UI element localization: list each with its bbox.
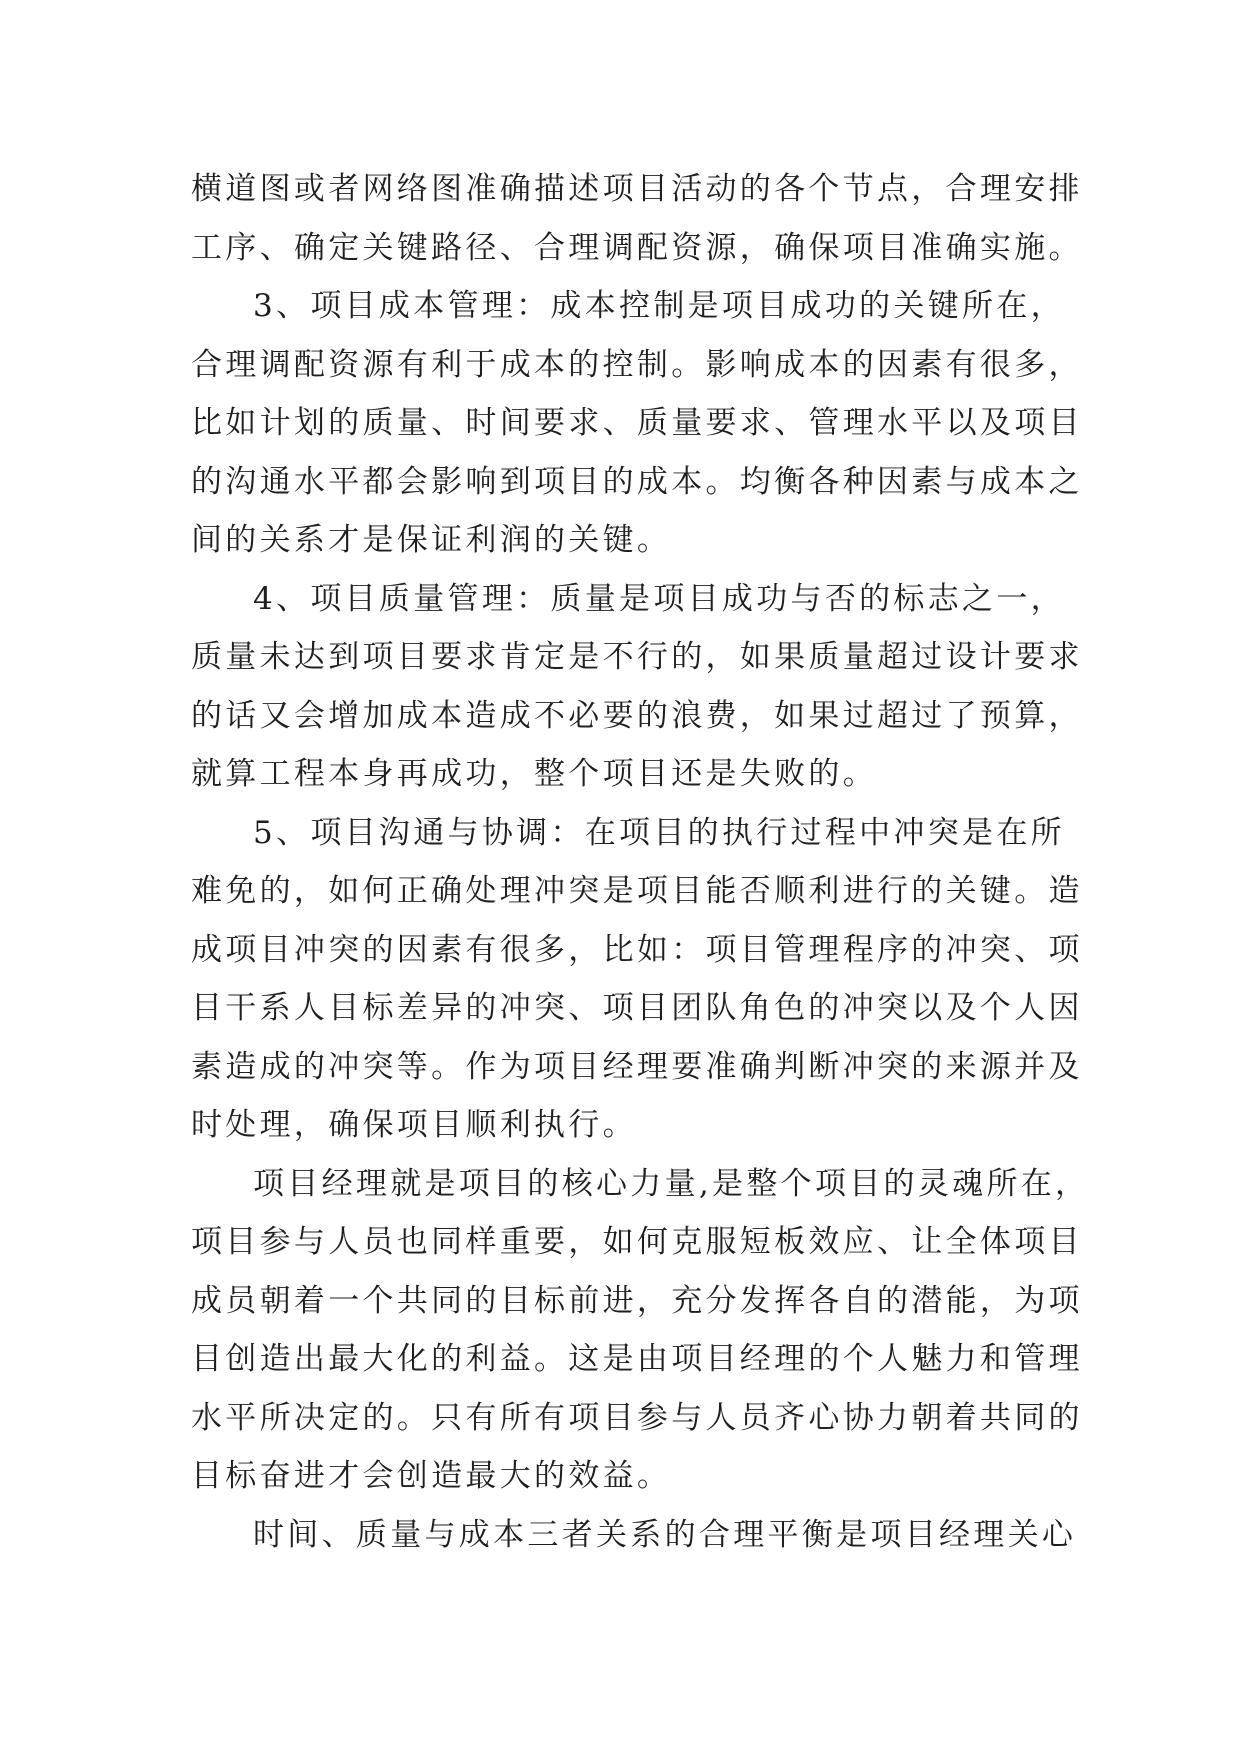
text-line: 素造成的冲突等。作为项目经理要准确判断冲突的来源并及	[191, 1048, 1083, 1085]
text-line: 项目经理就是项目的核心力量,是整个项目的灵魂所在，	[253, 1165, 1090, 1202]
text-line: 项目参与人员也同样重要，如何克服短板效应、让全体项目	[191, 1224, 1083, 1260]
text-line: 成员朝着一个共同的目标前进，充分发挥各自的潜能，为项	[191, 1282, 1083, 1319]
text-line: 横道图或者网络图准确描述项目活动的各个节点，合理安排	[191, 171, 1083, 207]
text-line: 的话又会增加成本造成不必要的浪费，如果过超过了预算，	[191, 697, 1083, 734]
text-line: 成项目冲突的因素有很多，比如：项目管理程序的冲突、项	[191, 931, 1083, 968]
text-line: 时处理，确保项目顺利执行。	[191, 1107, 637, 1143]
text-line: 时间、质量与成本三者关系的合理平衡是项目经理关心	[253, 1516, 1077, 1553]
text-line: 3、项目成本管理：成本控制是项目成功的关键所在，	[253, 288, 1065, 324]
text-line: 目标奋进才会创造最大的效益。	[191, 1458, 672, 1494]
text-line: 4、项目质量管理：质量是项目成功与否的标志之一，	[253, 580, 1065, 617]
text-line: 间的关系才是保证利润的关键。	[191, 522, 672, 558]
text-line: 工序、确定关键路径、合理调配资源，确保项目准确实施。	[191, 229, 1083, 266]
text-line: 就算工程本身再成功，整个项目还是失败的。	[191, 756, 877, 792]
text-line: 质量未达到项目要求肯定是不行的，如果质量超过设计要求	[191, 639, 1083, 675]
text-line: 目干系人目标差异的冲突、项目团队角色的冲突以及个人因	[191, 990, 1083, 1026]
text-line: 比如计划的质量、时间要求、质量要求、管理水平以及项目	[191, 405, 1083, 441]
text-line: 合理调配资源有利于成本的控制。影响成本的因素有很多，	[191, 346, 1083, 383]
text-line: 水平所决定的。只有所有项目参与人员齐心协力朝着共同的	[191, 1399, 1083, 1436]
text-line: 难免的，如何正确处理冲突是项目能否顺利进行的关键。造	[191, 873, 1083, 909]
text-line: 目创造出最大化的利益。这是由项目经理的个人魅力和管理	[191, 1341, 1083, 1377]
body-text	[191, 160, 1090, 1564]
text-line: 5、项目沟通与协调：在项目的执行过程中冲突是在所	[253, 814, 1065, 851]
text-line: 的沟通水平都会影响到项目的成本。均衡各种因素与成本之	[191, 463, 1083, 500]
